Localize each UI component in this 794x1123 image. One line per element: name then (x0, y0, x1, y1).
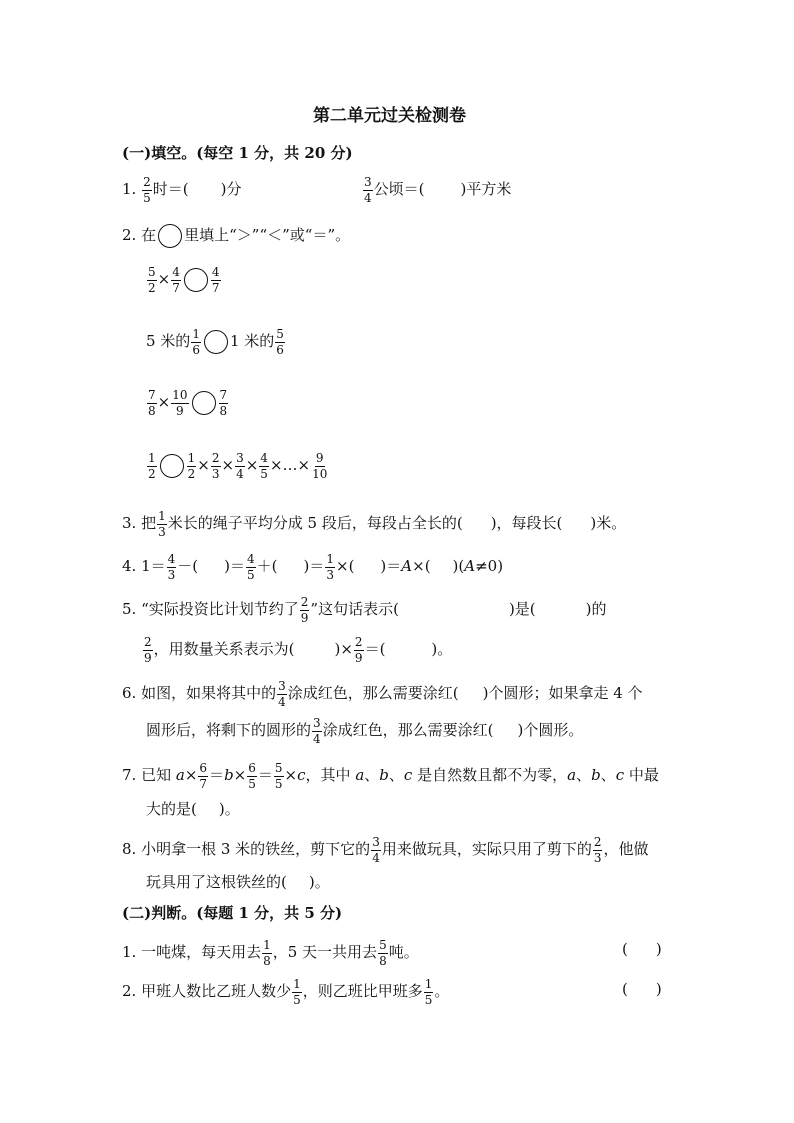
judge-answer-box-1[interactable] (622, 942, 662, 957)
judge-question-1 (122, 939, 419, 967)
q4-text: －( (177, 557, 199, 576)
compare-circle-icon[interactable] (158, 224, 182, 248)
operator: × (157, 393, 171, 412)
ellipsis-operator: ×…× (269, 456, 311, 475)
operator: ＝ (257, 766, 273, 785)
fraction: $\frac{1}{5}$ (424, 977, 433, 1007)
question-1-2 (122, 224, 350, 248)
fraction: $\frac{3}{4}$ (236, 451, 244, 481)
compare-circle-icon[interactable] (160, 454, 184, 478)
q4-text: )＝ (303, 557, 325, 576)
q5-text: )。 (431, 640, 453, 659)
q2-text-a: 在 (141, 226, 157, 244)
q8-text: )。 (308, 873, 330, 891)
q3-text-b: 米长的绳子平均分成 5 段后，每段占全长的( (167, 514, 463, 533)
q4-text: )( (452, 557, 465, 576)
q3-text-a: 把 (141, 514, 157, 533)
section-2-header: (二)判断。(每题 1 分，共 5 分) (122, 904, 343, 922)
q8-text: 用来做玩具，实际只用了剪下的 (381, 840, 592, 859)
q6-text: 涂成红色，那么需要涂红( (322, 721, 494, 740)
compare-row-4 (146, 452, 329, 480)
fraction: $\frac{9}{10}$ (312, 451, 328, 481)
q5-text: ”这句话表示( (310, 600, 399, 619)
fraction: $\frac{4}{7}$ (211, 265, 220, 295)
q8-text: 小明拿一根 3 米的铁丝，剪下它的 (141, 840, 371, 859)
q4-text: ×( (336, 557, 355, 576)
fraction: $\frac{4}{5}$ (247, 552, 255, 582)
judge-question-2 (122, 978, 449, 1006)
question-number: 5. (122, 600, 137, 619)
q7-text: 已知 (141, 766, 176, 785)
operator: × (221, 456, 235, 475)
q4-text: ＋( (256, 557, 278, 576)
paren-open: ( (622, 940, 628, 958)
question-1-7-line1 (122, 762, 659, 790)
q5-text: ＝( (364, 640, 386, 659)
fraction: $\frac{7}{8}$ (219, 388, 228, 418)
q7-text: 是自然数且都不为零， (412, 766, 568, 785)
q8-text: 玩具用了这根铁丝的( (146, 873, 287, 891)
question-number: 4. (122, 557, 137, 576)
fraction: $\frac{5}{2}$ (148, 265, 156, 295)
fraction: $\frac{1}{8}$ (263, 938, 271, 968)
operator: × (157, 270, 171, 289)
row2-text-a: 5 米的 (146, 332, 191, 351)
variable: A (464, 557, 476, 576)
fraction: $\frac{5}{8}$ (379, 938, 387, 968)
question-1-1-part2 (362, 176, 511, 204)
question-1-6-line2 (146, 717, 583, 745)
variable: b (379, 766, 389, 785)
q7-text: ，其中 (305, 766, 356, 785)
variable: b (224, 766, 234, 785)
fraction: $\frac{3}{4}$ (372, 835, 380, 865)
fraction: $\frac{4}{5}$ (260, 451, 268, 481)
question-1-5-line2 (142, 636, 452, 664)
q6-text: 如图，如果将其中的 (141, 684, 277, 703)
judge-answer-box-2[interactable] (622, 982, 662, 997)
fraction: $\frac{2}{3}$ (211, 451, 220, 481)
question-1-3 (122, 510, 626, 538)
question-number: 8. (122, 840, 137, 859)
compare-row-1 (146, 266, 222, 294)
fraction: $\frac{3}{4}$ (278, 679, 286, 709)
fraction: $\frac{6}{5}$ (248, 761, 256, 791)
fraction: $\frac{2}{5}$ (143, 175, 151, 205)
q8-text: ，他做 (603, 840, 649, 859)
q7-text: 、 (600, 766, 616, 785)
q2-text-b: 里填上“＞”“＜”或“＝”。 (184, 226, 351, 244)
fraction: $\frac{5}{5}$ (274, 761, 283, 791)
fraction: $\frac{2}{3}$ (593, 835, 602, 865)
question-1-1 (122, 176, 241, 204)
q4-text: )＝ (224, 557, 245, 576)
operator: × (284, 766, 298, 785)
fraction: $\frac{1}{2}$ (148, 451, 156, 481)
q6-text: 涂成红色，那么需要涂红( (287, 684, 459, 703)
page-title: 第二单元过关检测卷 (313, 106, 466, 126)
operator: × (184, 766, 198, 785)
fraction: $\frac{1}{6}$ (192, 327, 200, 357)
fraction: $\frac{5}{6}$ (276, 327, 284, 357)
question-1-5-line1 (122, 596, 607, 624)
variable: c (297, 766, 306, 785)
fraction: $\frac{2}{9}$ (354, 635, 363, 665)
q1-text-a: 时＝( (152, 180, 189, 199)
q4-text: )＝ (380, 557, 402, 576)
judge-text: ，则乙班比甲班多 (302, 982, 423, 1001)
paren-close: ) (655, 940, 662, 958)
q5-text: )的 (585, 600, 607, 619)
question-number: 2. (122, 982, 137, 1001)
fraction: $\frac{7}{8}$ (148, 388, 156, 418)
operator: ＝ (209, 766, 225, 785)
q6-text: 圆形后，将剩下的圆形的 (146, 721, 312, 740)
question-number: 7. (122, 766, 137, 785)
question-number: 1. (122, 180, 137, 199)
q6-text: )个圆形。 (517, 721, 584, 740)
q5-text: ，用数量关系表示为( (153, 640, 295, 659)
compare-circle-icon[interactable] (204, 330, 228, 354)
variable: a (567, 766, 577, 785)
variable: b (591, 766, 601, 785)
fraction: $\frac{1}{5}$ (293, 977, 301, 1007)
question-number: 3. (122, 514, 137, 533)
judge-text: 吨。 (388, 943, 419, 962)
fraction: $\frac{3}{4}$ (313, 716, 321, 746)
q5-text: )× (334, 640, 353, 659)
question-1-8-line1 (122, 836, 649, 864)
q7-text: 大的是( (146, 800, 197, 818)
operator: × (233, 766, 247, 785)
q5-text: “实际投资比计划节约了 (141, 600, 299, 619)
paren-open: ( (622, 980, 628, 998)
question-1-8-line2 (146, 875, 330, 890)
question-number: 2. (122, 226, 137, 244)
q5-text: )是( (508, 600, 536, 619)
fraction: $\frac{6}{7}$ (199, 761, 208, 791)
q1-text-d: )平方米 (460, 180, 512, 199)
question-number: 6. (122, 684, 137, 703)
q3-text-c: )，每段长( (490, 514, 563, 533)
q1-text-b: )分 (220, 180, 242, 199)
q7-text: 、 (364, 766, 380, 785)
fraction: $\frac{3}{4}$ (364, 175, 372, 205)
compare-row-3 (146, 389, 229, 417)
fraction: $\frac{2}{9}$ (144, 635, 152, 665)
judge-text: 甲班人数比乙班人数少 (141, 982, 292, 1001)
judge-text: 一吨煤，每天用去 (141, 943, 262, 962)
variable: c (403, 766, 413, 785)
question-number: 1. (122, 943, 137, 962)
q1-text-c: 公顷＝( (373, 180, 425, 199)
q7-text: 中最 (624, 766, 659, 785)
q3-text-d: )米。 (590, 514, 627, 533)
question-1-4 (122, 553, 503, 581)
variable: A (401, 557, 413, 576)
section-1-header: (一)填空。(每空 1 分，共 20 分) (122, 144, 353, 162)
fraction: $\frac{10}{9}$ (172, 388, 188, 418)
fraction: $\frac{2}{9}$ (300, 595, 309, 625)
judge-text: ，5 天一共用去 (272, 943, 378, 962)
compare-circle-icon[interactable] (192, 391, 216, 415)
question-1-6-line1 (122, 680, 643, 708)
compare-row-2 (146, 328, 286, 356)
operator: × (245, 456, 259, 475)
q6-text: )个圆形；如果拿走 4 个 (482, 684, 643, 703)
q4-text: ≠0) (475, 557, 504, 576)
question-1-7-line2 (146, 802, 240, 817)
fraction: $\frac{4}{3}$ (167, 552, 176, 582)
q7-text: 、 (576, 766, 592, 785)
q4-text: ×( (412, 557, 431, 576)
fraction: $\frac{1}{2}$ (187, 451, 196, 481)
compare-circle-icon[interactable] (184, 268, 208, 292)
judge-text: 。 (434, 982, 450, 1001)
variable: c (615, 766, 625, 785)
fraction: $\frac{1}{3}$ (158, 509, 166, 539)
paren-close: ) (655, 980, 662, 998)
q7-text: 、 (388, 766, 404, 785)
variable: a (175, 766, 185, 785)
fraction: $\frac{4}{7}$ (172, 265, 180, 295)
operator: × (197, 456, 210, 475)
row2-text-b: 1 米的 (229, 332, 275, 351)
fraction: $\frac{1}{3}$ (326, 552, 334, 582)
q4-text: 1＝ (141, 557, 166, 576)
q7-text: )。 (218, 800, 240, 818)
variable: a (355, 766, 365, 785)
